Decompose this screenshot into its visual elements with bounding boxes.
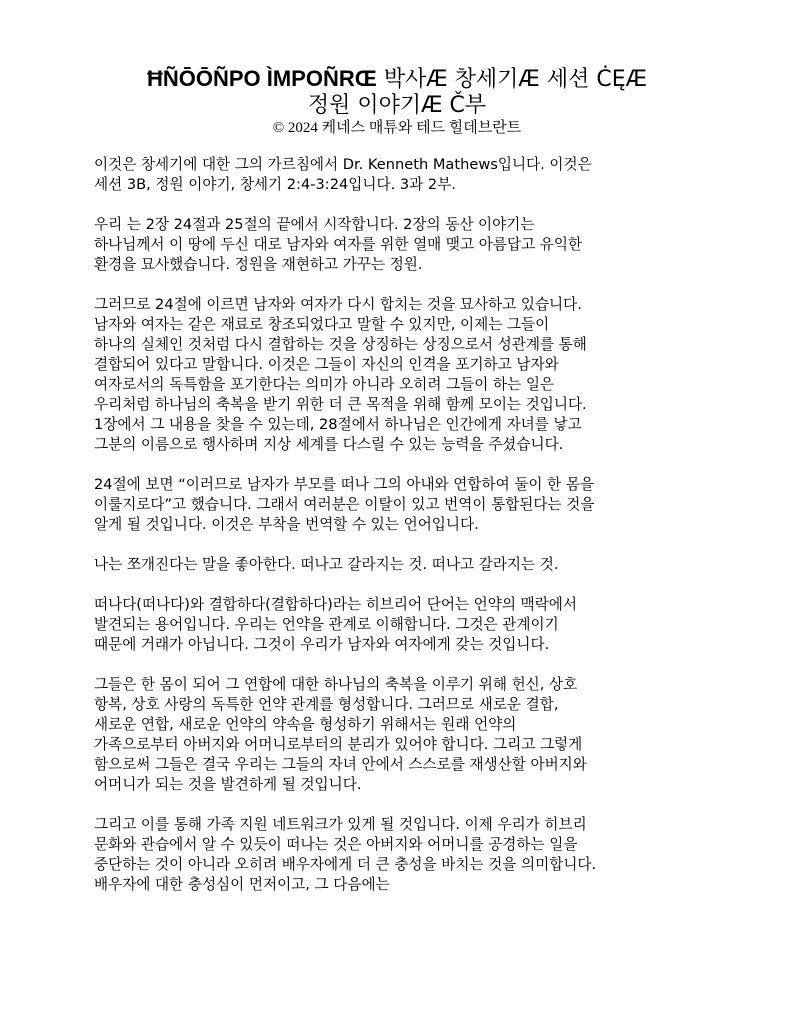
paragraph-line: 문화와 관습에서 알 수 있듯이 떠나는 것은 아버지와 어머니를 공경하는 일을 (94, 836, 578, 853)
paragraph-line: 함으로써 그들은 결국 우리는 그들의 자녀 안에서 스스로를 재생산할 아버지와 (94, 756, 587, 773)
paragraph (94, 475, 704, 535)
paragraph-line: 때문에 거래가 아닙니다. 그것이 우리가 남자와 여자에게 갖는 것입니다. (94, 636, 550, 653)
paragraph-line: 세션 3B, 정원 이야기, 창세기 2:4-3:24입니다. 3과 2부. (94, 176, 456, 193)
paragraph (94, 815, 704, 895)
paragraph-line: 배우자에 대한 충성심이 먼저이고, 그 다음에는 (94, 876, 390, 893)
paragraph-line: 이룰지로다”고 했습니다. 그래서 여러분은 이탈이 있고 번역이 통합된다는 것을 (94, 496, 595, 513)
paragraph-line: 나는 쪼개진다는 말을 좋아한다. 떠나고 갈라지는 것. 떠나고 갈라지는 것. (94, 556, 559, 573)
paragraph-line: 알게 될 것입니다. 이것은 부착을 번역할 수 있는 언어입니다. (94, 516, 479, 533)
title-garbled-latin: ĦÑŌŌÑPO ÌMPOÑRŒ (146, 66, 377, 91)
paragraph (94, 555, 704, 575)
paragraph (94, 295, 704, 455)
paragraph-line: 환경을 묘사했습니다. 정원을 재현하고 가꾸는 정원. (94, 256, 423, 273)
paragraph-line: 하나의 실체인 것처럼 다시 결합하는 것을 상징하는 상징으로서 성관계를 통해 (94, 336, 587, 353)
paragraph-line: 24절에 보면 “이러므로 남자가 부모를 떠나 그의 아내와 연합하여 둘이 한 몸을 (94, 476, 595, 493)
paragraph-line: 결합되어 있다고 말합니다. 이것은 그들이 자신의 인격을 포기하고 남자와 (94, 356, 559, 373)
paragraph-line: 여자로서의 독특함을 포기한다는 의미가 아니라 오히려 그들이 하는 일은 (94, 376, 555, 393)
paragraph-line: 그분의 이름으로 행사하며 지상 세계를 다스릴 수 있는 능력을 주셨습니다. (94, 436, 564, 453)
copyright-line: © 2024 케네스 매튜와 테드 힐데브란트 (272, 120, 522, 136)
paragraph-line: 그들은 한 몸이 되어 그 연합에 대한 하나님의 축복을 이루기 위해 헌신, 상호 (94, 676, 578, 693)
paragraph-line: 떠나다(떠나다)와 결합하다(결합하다)라는 히브리어 단어는 언약의 맥락에서 (94, 596, 577, 613)
paragraph (94, 155, 704, 195)
paragraph (94, 215, 704, 275)
paragraph-line: 항복, 상호 사랑의 독특한 언약 관계를 형성합니다. 그러므로 새로운 결합, (94, 696, 559, 713)
paragraph-line: 우리처럼 하나님의 축복을 받기 위한 더 큰 목적을 위해 함께 모이는 것입니다. (94, 396, 587, 413)
paragraph (94, 675, 704, 795)
paragraph-line: 어머니가 되는 것을 발견하게 될 것입니다. (94, 776, 362, 793)
paragraph-line: 가족으로부터 아버지와 어머니로부터의 분리가 있어야 합니다. 그리고 그렇게 (94, 736, 583, 753)
document-body (94, 155, 704, 915)
paragraph-line: 발견되는 용어입니다. 우리는 언약을 관계로 이해합니다. 그것은 관계이기 (94, 616, 559, 633)
paragraph-line: 그리고 이를 통해 가족 지원 네트워크가 있게 될 것입니다. 이제 우리가 히브리 (94, 816, 587, 833)
paragraph-line: 이것은 창세기에 대한 그의 가르침에서 Dr. Kenneth Mathews입니다. 이것은 (94, 156, 592, 173)
paragraph-line: 중단하는 것이 아니라 오히려 배우자에게 더 큰 충성을 바치는 것을 의미합니다. (94, 856, 597, 873)
title-line-2: 정원 이야기Æ Č부 (307, 93, 487, 118)
document-header (0, 66, 794, 137)
paragraph-line: 우리 는 2장 24절과 25절의 끝에서 시작합니다. 2장의 동산 이야기는 (94, 216, 535, 233)
paragraph (94, 595, 704, 655)
paragraph-line: 그러므로 24절에 이르면 남자와 여자가 다시 합치는 것을 묘사하고 있습니다. (94, 296, 582, 313)
paragraph-line: 새로운 연합, 새로운 언약의 약속을 형성하기 위해서는 원래 언약의 (94, 716, 517, 733)
paragraph-line: 남자와 여자는 같은 재료로 창조되었다고 말할 수 있지만, 이제는 그들이 (94, 316, 550, 333)
title-korean: 박사Æ 창세기Æ 세션 ĊĘÆ (376, 67, 648, 92)
paragraph-line: 하나님께서 이 땅에 두신 대로 남자와 여자를 위한 열매 맺고 아름답고 유익한 (94, 236, 583, 253)
paragraph-line: 1장에서 그 내용을 찾을 수 있는데, 28절에서 하나님은 인간에게 자녀를 낳고 (94, 416, 582, 433)
title-line-1 (0, 66, 794, 93)
